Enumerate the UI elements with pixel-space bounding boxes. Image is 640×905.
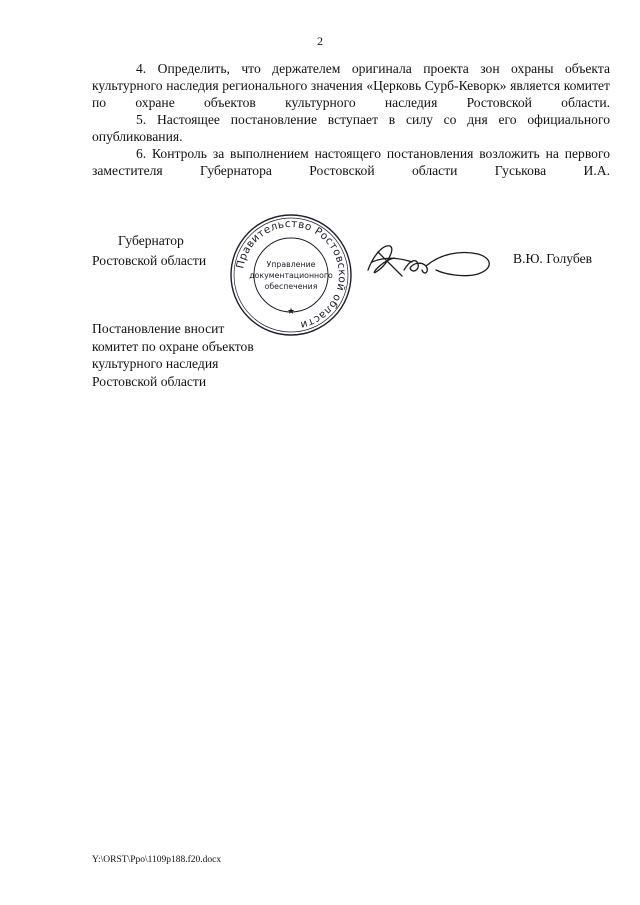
paragraph-6: 6. Контроль за выполнением настоящего постановления возложить на первого заместителя Губернатора Ростовской области Гуськова И.А. [92, 146, 610, 178]
decree-text [92, 60, 610, 179]
file-path-footer: Y:\ORST\Ppo\1109p188.f20.docx [92, 855, 222, 865]
stamp-inner-line2: документационного [249, 271, 333, 280]
page-number: 2 [317, 34, 323, 48]
paragraph-4: 4. Определить, что держателем оригинала проекта зон охраны объекта культурного наследия регионального значения «Церковь Сурб-Кеворк» является комитет по охране объектов культурного наследия Ростовской области. [92, 61, 610, 110]
submitter-line3: культурного наследия [92, 356, 219, 371]
stamp-star-icon: ★ [286, 306, 296, 316]
stamp-inner-line1: Управление [266, 260, 316, 269]
submitter-line1: Постановление вносит [92, 321, 225, 336]
handwritten-signature-icon [360, 232, 500, 287]
signatory-title-line1: Губернатор [118, 233, 184, 248]
signatory-name: В.Ю. Голубев [513, 251, 593, 266]
paragraph-5: 5. Настоящее постановление вступает в силу со дня его официального опубликования. [92, 112, 610, 144]
signatory-title [92, 231, 206, 271]
stamp-outer-text: Правительство Ростовской области [234, 217, 349, 332]
submitter-line4: Ростовской области [92, 373, 207, 389]
stamp-inner-line3: обеспечения [264, 282, 318, 291]
signatory-title-line2: Ростовской области [92, 253, 207, 268]
submitter-line2: комитет по охране объектов [92, 338, 254, 354]
submitter-block [92, 320, 254, 390]
